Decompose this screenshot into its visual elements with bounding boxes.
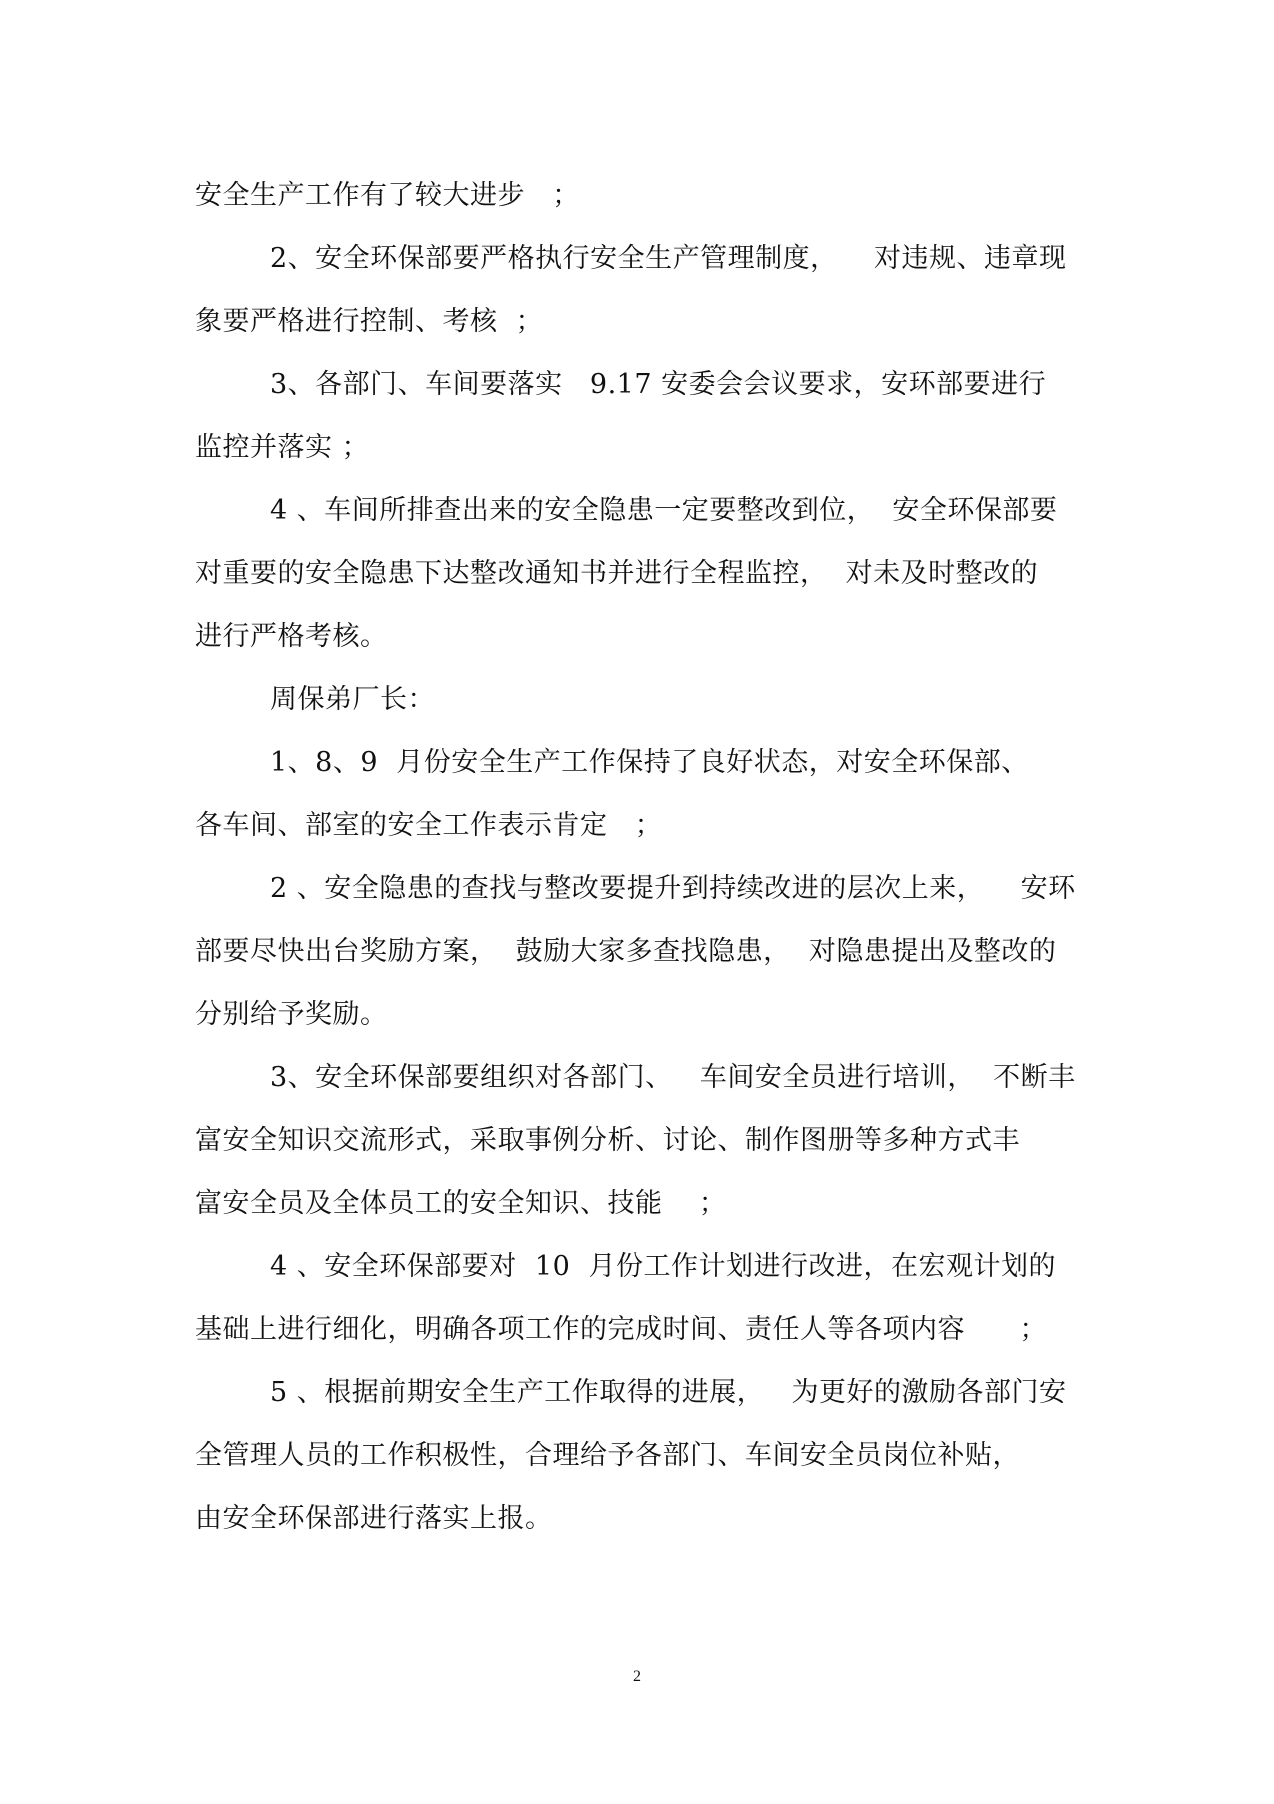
text-line: 全管理人员的工作积极性，合理给予各部门、车间安全员岗位补贴， <box>195 1440 1020 1471</box>
text-line: 安全生产工作有了较大进步 ； <box>195 180 580 211</box>
text-line: 1、8、9 月份安全生产工作保持了良好状态，对安全环保部、 <box>270 747 1029 778</box>
text-line: 富安全员及全体员工的安全知识、技能 ； <box>195 1188 727 1219</box>
page-number: 2 <box>633 1668 641 1685</box>
text-line: 3、各部门、车间要落实 9.17 安委会会议要求，安环部要进行 <box>270 369 1047 400</box>
text-line: 2 、安全隐患的查找与整改要提升到持续改进的层次上来， 安环 <box>270 873 1076 904</box>
text-line: 部要尽快出台奖励方案， 鼓励大家多查找隐患， 对隐患提出及整改的 <box>195 936 1057 967</box>
text-line: 基础上进行细化，明确各项工作的完成时间、责任人等各项内容 ； <box>195 1314 1047 1345</box>
text-line: 富安全知识交流形式，采取事例分析、讨论、制作图册等多种方式丰 <box>195 1125 1020 1156</box>
text-line: 监控并落实 ； <box>195 432 370 463</box>
text-line: 4 、安全环保部要对 10 月份工作计划进行改进，在宏观计划的 <box>270 1251 1056 1282</box>
text-line: 4 、车间所排查出来的安全隐患一定要整改到位， 安全环保部要 <box>270 495 1058 526</box>
text-line: 各车间、部室的安全工作表示肯定 ； <box>195 810 663 841</box>
text-line: 3、安全环保部要组织对各部门、 车间安全员进行培训， 不断丰 <box>270 1062 1076 1093</box>
text-line: 周保弟厂长： <box>270 684 435 715</box>
text-line: 由安全环保部进行落实上报。 <box>195 1503 553 1534</box>
text-line: 5 、根据前期安全生产工作取得的进展， 为更好的激励各部门安 <box>270 1377 1067 1408</box>
text-line: 分别给予奖励。 <box>195 999 388 1030</box>
text-line: 2、安全环保部要严格执行安全生产管理制度， 对违规、违章现 <box>270 243 1067 274</box>
text-line: 进行严格考核。 <box>195 621 388 652</box>
text-line: 对重要的安全隐患下达整改通知书并进行全程监控， 对未及时整改的 <box>195 558 1039 589</box>
text-line: 象要严格进行控制、考核 ； <box>195 306 544 337</box>
document-body <box>195 164 1095 1550</box>
